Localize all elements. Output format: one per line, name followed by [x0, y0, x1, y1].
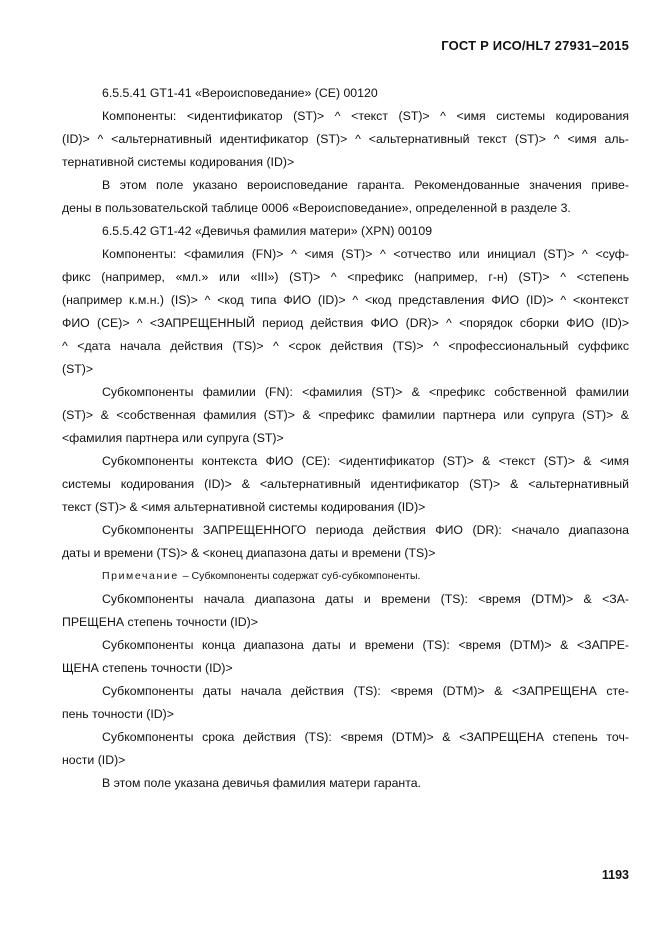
text-line: Компоненты: <фамилия (FN)> ^ <имя (ST)> ^ <отчество или инициал (ST)> ^ <суф-	[102, 247, 629, 261]
note-text: – Субкомпоненты содержат суб-субкомпоненты.	[182, 570, 421, 582]
note-label: Примечание	[102, 570, 179, 582]
text-line: 6.5.5.42 GT1-42 «Девичья фамилия матери» (XPN) 00109	[102, 224, 433, 238]
text-line: Субкомпоненты даты начала действия (TS): <время (DTM)> & <ЗАПРЕЩЕНА сте-	[102, 684, 629, 698]
text-line: Компоненты: <идентификатор (ST)> ^ <текст (ST)> ^ <имя системы кодирования	[102, 109, 629, 123]
text-line: (например к.м.н.) (IS)> ^ <код типа ФИО (ID)> ^ <код представления ФИО (ID)> ^ <контекст	[62, 293, 629, 307]
document-header: ГОСТ Р ИСО/HL7 27931–2015	[441, 38, 629, 53]
text-line: (ID)> ^ <альтернативный идентификатор (ST)> ^ <альтернативный текст (ST)> ^ <имя аль-	[62, 132, 629, 146]
text-line: пень точности (ID)>	[62, 707, 174, 721]
text-line: В этом поле указано вероисповедание гаранта. Рекомендованные значения приве-	[102, 178, 629, 192]
text-line: 6.5.5.41 GT1-41 «Вероисповедание» (CE) 00120	[102, 86, 378, 100]
text-line: ФИО (CE)> ^ <ЗАПРЕЩЕННЫЙ период действия ФИО (DR)> ^ <порядок сборки ФИО (ID)>	[62, 316, 629, 330]
document-body	[62, 82, 629, 795]
text-line: ЩЕНА степень точности (ID)>	[62, 661, 233, 675]
text-line: Субкомпоненты срока действия (TS): <время (DTM)> & <ЗАПРЕЩЕНА степень точ-	[102, 730, 629, 744]
text-line: Субкомпоненты фамилии (FN): <фамилия (ST)> & <префикс собственной фамилии	[102, 385, 629, 399]
text-line: Субкомпоненты конца диапазона даты и времени (TS): <время (DTM)> & <ЗАПРЕ-	[102, 638, 629, 652]
text-line: текст (ST)> & <имя альтернативной системы кодирования (ID)>	[62, 500, 426, 514]
page-number: 1193	[601, 868, 629, 882]
text-line: тернативной системы кодирования (ID)>	[62, 155, 295, 169]
text-line: системы кодирования (ID)> & <альтернативный идентификатор (ST)> & <альтернативный	[62, 477, 629, 491]
text-line: ности (ID)>	[62, 753, 126, 767]
text-line: дены в пользовательской таблице 0006 «Вероисповедание», определенной в разделе 3.	[62, 201, 571, 215]
text-line: Субкомпоненты начала диапазона даты и времени (TS): <время (DTM)> & <ЗА-	[102, 592, 629, 606]
text-line: Субкомпоненты ЗАПРЕЩЕННОГО периода действия ФИО (DR): <начало диапазона	[102, 523, 629, 537]
text-line: ^ <дата начала действия (TS)> ^ <срок действия (TS)> ^ <профессиональный суффикс	[62, 339, 629, 353]
text-line: (ST)>	[62, 362, 94, 376]
text-line: даты и времени (TS)> & <конец диапазона даты и времени (TS)>	[62, 546, 436, 560]
text-line: Субкомпоненты контекста ФИО (CE): <идентификатор (ST)> & <текст (ST)> & <имя	[102, 454, 629, 468]
text-line: (ST)> & <собственная фамилия (ST)> & <префикс фамилии партнера или супруга (ST)> &	[62, 408, 629, 422]
text-line: В этом поле указана девичья фамилия матери гаранта.	[102, 776, 421, 790]
text-line: ПРЕЩЕНА степень точности (ID)>	[62, 615, 258, 629]
text-line: фикс (например, «мл.» или «III») (ST)> ^ <префикс (например, г-н) (ST)> ^ <степень	[62, 270, 629, 284]
note-line	[62, 565, 629, 588]
text-line: <фамилия партнера или супруга (ST)>	[62, 431, 284, 445]
